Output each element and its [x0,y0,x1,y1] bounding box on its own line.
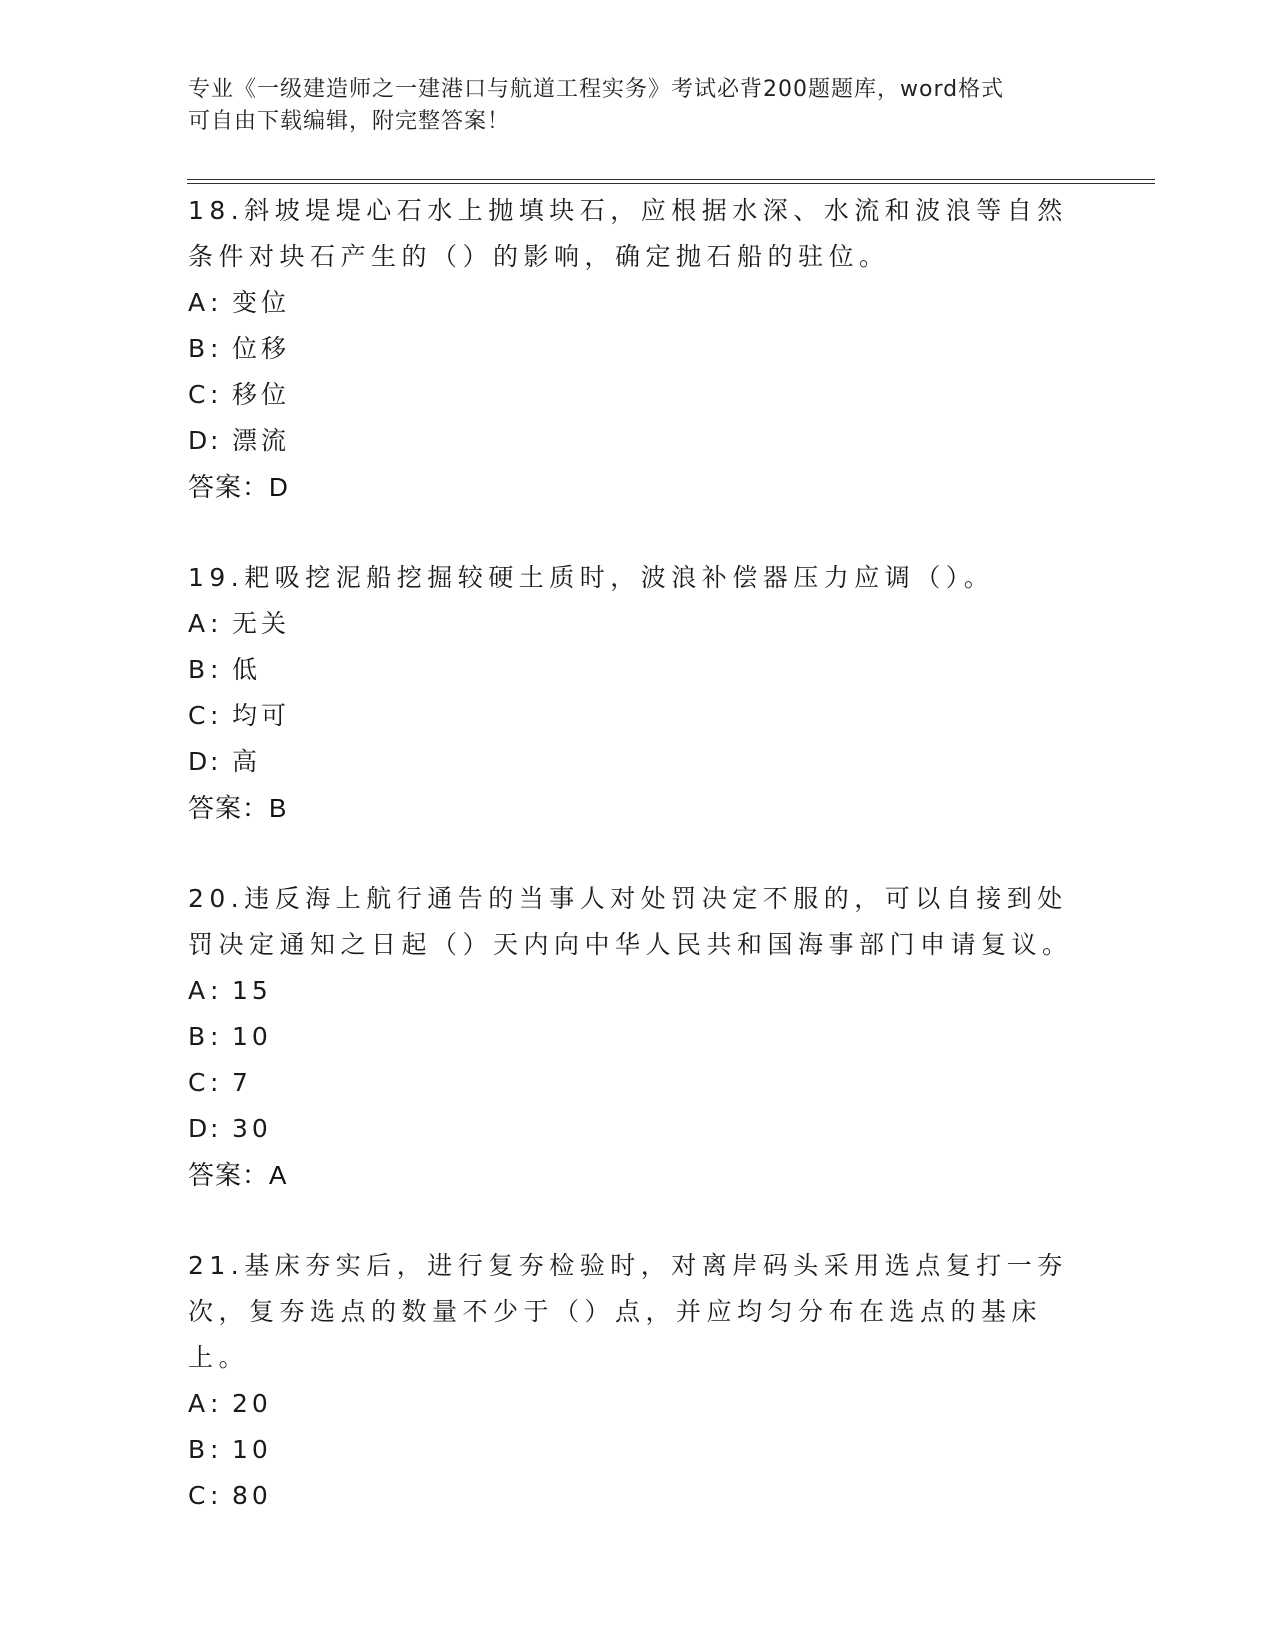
option-text: 高 [232,747,262,776]
option-separator: : [210,1435,219,1464]
option-separator: : [210,1481,219,1510]
question-stem: 21.基床夯实后，进行复夯检验时，对离岸码头采用选点复打一夯次，复夯选点的数量不少于（）点，并应均匀分布在选点的基床上。 [188,1251,1068,1372]
option-text: 无关 [232,609,291,638]
question-item [188,1243,1088,1519]
option-a [188,1381,1088,1427]
option-separator: : [210,655,219,684]
option-letter: C [188,380,206,409]
option-b [188,1427,1088,1473]
option-separator: : [210,426,219,455]
option-letter: D [188,1114,208,1143]
option-letter: D [188,426,208,455]
option-text: 10 [232,1435,272,1464]
option-letter: A [188,976,206,1005]
header-title-line: 专业《一级建造师之一建港口与航道工程实务》考试必背200题题库，word格式 [188,77,1005,102]
option-separator: : [210,1022,219,1051]
option-d [188,418,1088,464]
option-b [188,647,1088,693]
document-header [188,74,1088,138]
option-c [188,1473,1088,1519]
question-item [188,555,1088,831]
option-letter: B [188,655,206,684]
option-letter: C [188,1068,206,1097]
question-item [188,876,1088,1198]
header-subtitle-line: 可自由下载编辑，附完整答案！ [188,109,511,134]
option-b [188,326,1088,372]
option-letter: B [188,334,206,363]
option-separator: : [210,288,219,317]
option-letter: C [188,1481,206,1510]
option-a [188,968,1088,1014]
option-separator: : [210,1389,219,1418]
option-letter: A [188,609,206,638]
option-text: 10 [232,1022,272,1051]
option-text: 均可 [232,701,291,730]
question-stem: 19.耙吸挖泥船挖掘较硬土质时，波浪补偿器压力应调（）。 [188,563,995,592]
option-text: 30 [232,1114,272,1143]
option-text: 位移 [232,334,291,363]
option-letter: B [188,1022,206,1051]
question-stem: 20.违反海上航行通告的当事人对处罚决定不服的，可以自接到处罚决定通知之日起（）天内向中华人民共和国海事部门申请复议。 [188,884,1073,959]
option-separator: : [210,1114,219,1143]
option-d [188,739,1088,785]
option-separator: : [210,380,219,409]
option-letter: D [188,747,208,776]
option-text: 移位 [232,380,291,409]
option-a [188,601,1088,647]
option-separator: : [210,701,219,730]
answer-line: 答案：D [188,472,289,502]
option-separator: : [210,1068,219,1097]
answer-line: 答案：B [188,793,288,823]
option-letter: A [188,288,206,317]
option-text: 7 [232,1068,252,1097]
option-text: 低 [232,655,262,684]
option-text: 变位 [232,288,291,317]
option-d [188,1106,1088,1152]
option-letter: A [188,1389,206,1418]
option-c [188,693,1088,739]
option-b [188,1014,1088,1060]
option-letter: C [188,701,206,730]
option-text: 15 [232,976,272,1005]
answer-line: 答案：A [188,1160,288,1190]
option-c [188,372,1088,418]
question-item [188,188,1088,510]
option-a [188,280,1088,326]
question-list [188,188,1088,1564]
option-letter: B [188,1435,206,1464]
question-stem: 18.斜坡堤堤心石水上抛填块石，应根据水深、水流和波浪等自然条件对块石产生的（）的影响，确定抛石船的驻位。 [188,196,1068,271]
option-separator: : [210,609,219,638]
option-c [188,1060,1088,1106]
option-text: 80 [232,1481,272,1510]
option-separator: : [210,334,219,363]
option-separator: : [210,976,219,1005]
option-separator: : [210,747,219,776]
option-text: 20 [232,1389,272,1418]
option-text: 漂流 [232,426,291,455]
header-divider [187,179,1155,184]
